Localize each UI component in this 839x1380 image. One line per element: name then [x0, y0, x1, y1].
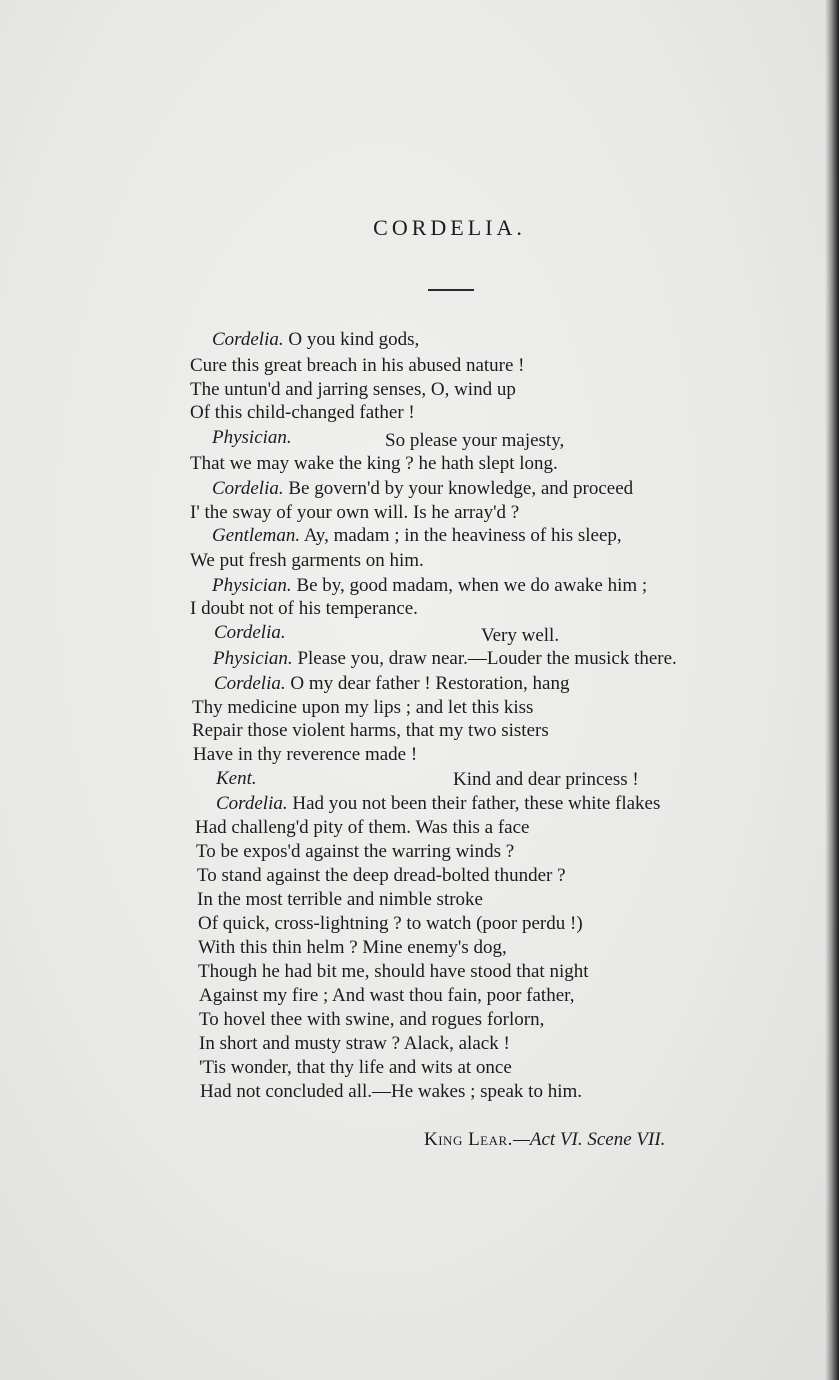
- act-scene: —Act VI. Scene VII.: [512, 1129, 666, 1150]
- verse-line: [214, 621, 286, 645]
- verse-line: [213, 647, 677, 671]
- verse-line: Thy medicine upon my lips ; and let this kiss: [192, 697, 534, 718]
- verse-text: Kind and dear princess !: [453, 769, 639, 790]
- source-citation: [424, 1129, 665, 1151]
- speaker-name: Kent.: [216, 768, 257, 789]
- verse-text: O you kind gods,: [283, 329, 420, 350]
- page-title: CORDELIA.: [373, 215, 526, 240]
- verse-line: I' the sway of your own will. Is he array'd ?: [190, 502, 520, 523]
- verse-line: [216, 792, 660, 816]
- verse-line: Cure this great breach in his abused nature !: [190, 355, 525, 376]
- verse-text: Ay, madam ; in the heaviness of his sleep,: [300, 525, 622, 546]
- verse-line: [212, 477, 633, 501]
- verse-line: In the most terrible and nimble stroke: [197, 889, 483, 910]
- speaker-name: Cordelia.: [212, 478, 284, 499]
- verse-line: With this thin helm ? Mine enemy's dog,: [198, 937, 507, 958]
- verse-line: 'Tis wonder, that thy life and wits at once: [199, 1057, 512, 1078]
- verse-line: The untun'd and jarring senses, O, wind up: [190, 379, 516, 400]
- title-rule: [428, 289, 474, 291]
- verse-line: Had challeng'd pity of them. Was this a face: [195, 817, 530, 838]
- verse-line: To stand against the deep dread-bolted thunder ?: [197, 865, 566, 886]
- verse-line: [212, 426, 292, 450]
- verse-line: Have in thy reverence made !: [193, 744, 418, 765]
- verse-text: So please your majesty,: [385, 430, 565, 451]
- verse-text: Very well.: [481, 625, 560, 646]
- verse-line: Of quick, cross-lightning ? to watch (poor perdu !): [198, 913, 583, 934]
- speaker-name: Physician.: [213, 648, 293, 669]
- speaker-name: Cordelia.: [216, 793, 288, 814]
- verse-text: Be govern'd by your knowledge, and proceed: [283, 478, 634, 499]
- verse-line: To be expos'd against the warring winds ?: [196, 841, 515, 862]
- verse-line: Though he had bit me, should have stood that night: [198, 961, 589, 982]
- verse-line: To hovel thee with swine, and rogues forlorn,: [199, 1009, 545, 1030]
- verse-text: O my dear father ! Restoration, hang: [285, 673, 570, 694]
- verse-line: I doubt not of his temperance.: [190, 598, 418, 619]
- verse-line: Against my fire ; And wast thou fain, poor father,: [199, 985, 575, 1006]
- play-title: King Lear.: [424, 1129, 513, 1150]
- verse-line: That we may wake the king ? he hath slept long.: [190, 453, 558, 474]
- verse-text: Be by, good madam, when we do awake him ;: [291, 575, 648, 596]
- book-spine-edge: [825, 0, 839, 1380]
- speaker-name: Gentleman.: [212, 525, 301, 546]
- verse-text: Had you not been their father, these white flakes: [287, 793, 661, 814]
- verse-line: In short and musty straw ? Alack, alack !: [199, 1033, 510, 1054]
- verse-line: Of this child-changed father !: [190, 402, 415, 423]
- speaker-name: Cordelia.: [214, 673, 286, 694]
- verse-line: [216, 767, 257, 791]
- verse-text: Please you, draw near.—Louder the musick there.: [292, 648, 677, 669]
- speaker-name: Cordelia.: [212, 329, 284, 350]
- verse-line: [212, 524, 622, 548]
- verse-line: [212, 328, 419, 352]
- speaker-name: Cordelia.: [214, 622, 286, 643]
- speaker-name: Physician.: [212, 427, 292, 448]
- verse-line: Repair those violent harms, that my two sisters: [192, 720, 549, 741]
- verse-line: Had not concluded all.—He wakes ; speak to him.: [200, 1081, 583, 1102]
- speaker-name: Physician.: [212, 575, 292, 596]
- verse-line: [212, 574, 647, 598]
- verse-line: [214, 672, 569, 696]
- verse-line: We put fresh garments on him.: [190, 550, 424, 571]
